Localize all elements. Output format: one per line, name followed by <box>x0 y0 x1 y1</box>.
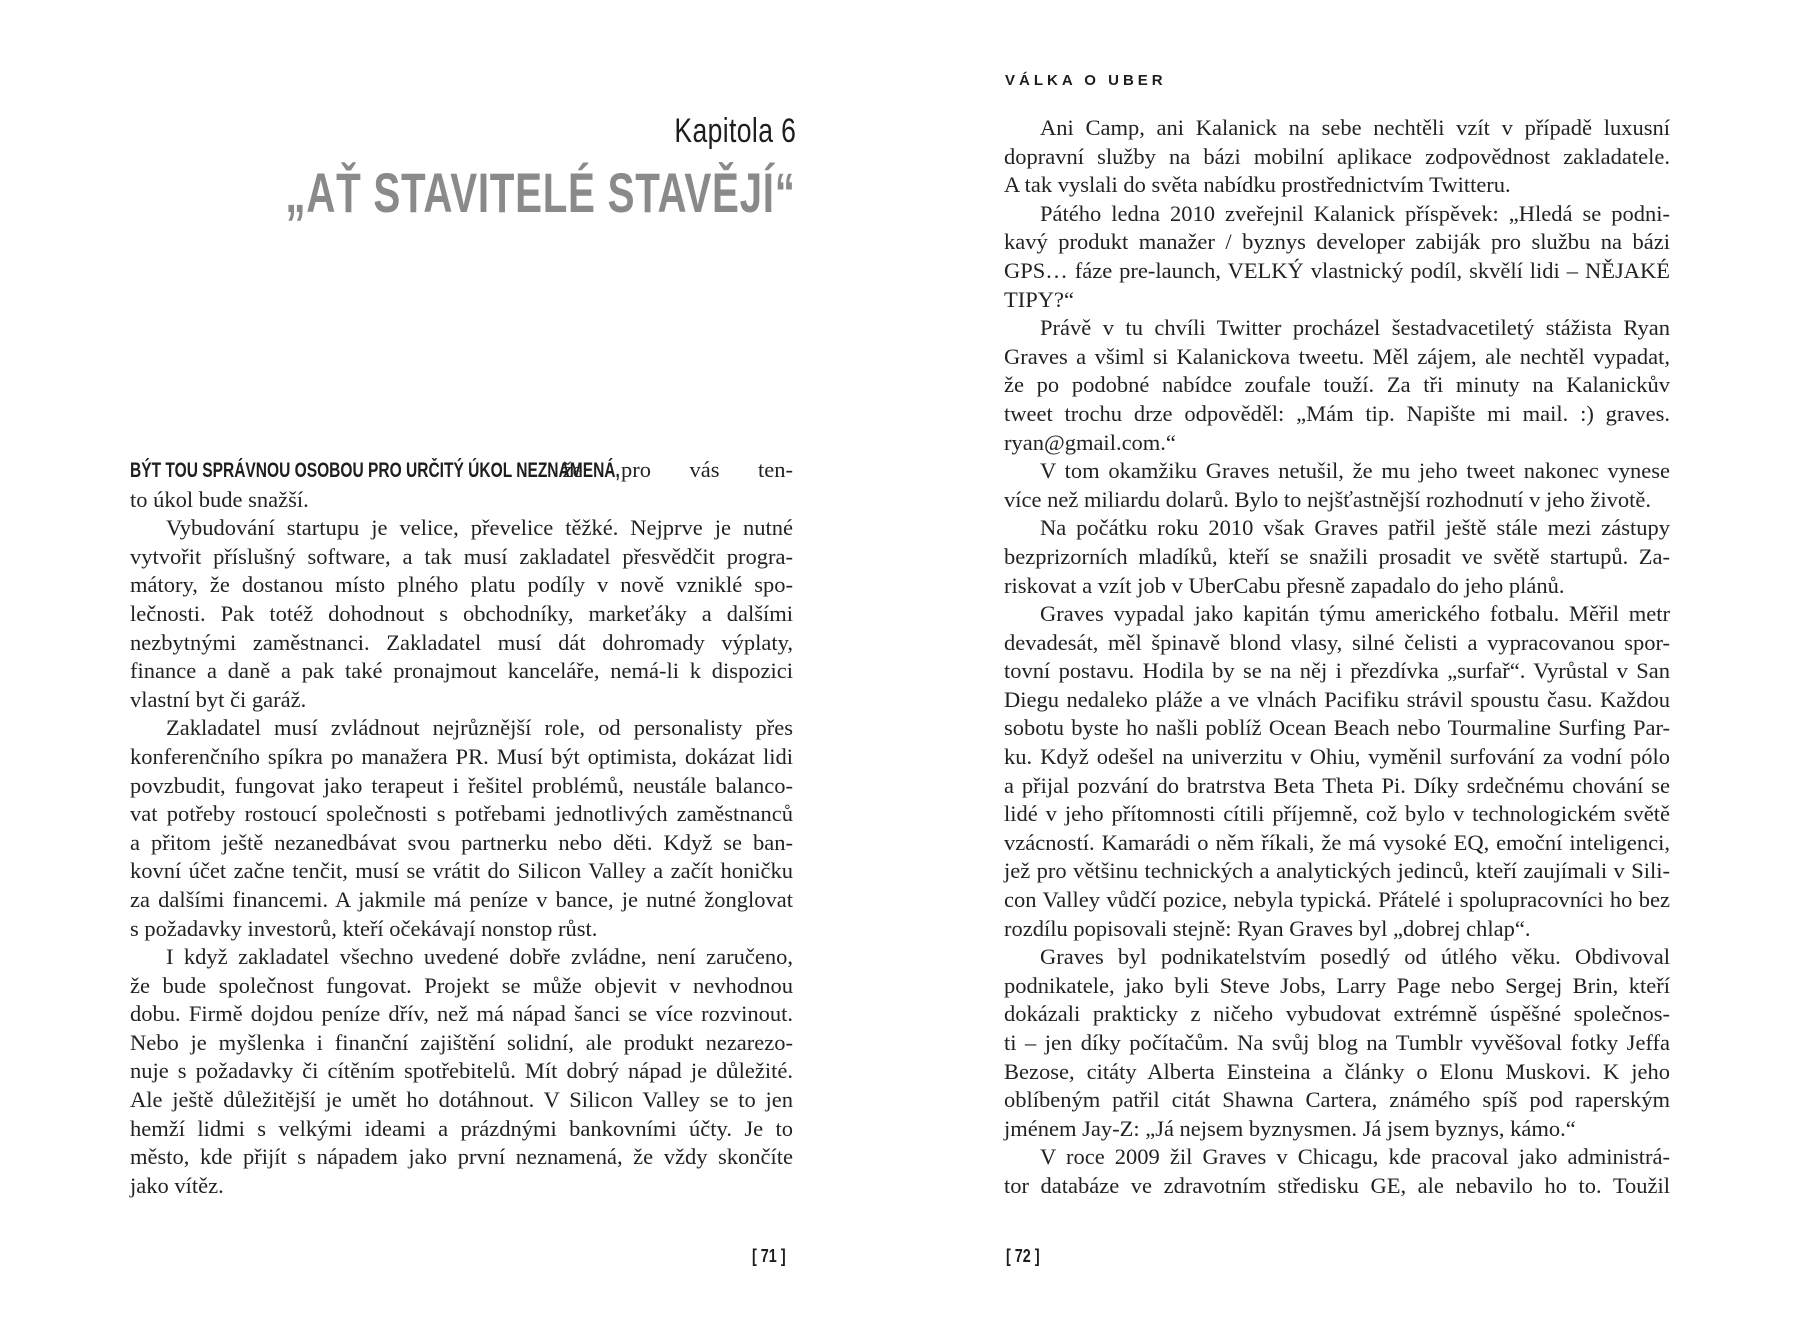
text-line: vlastní byt či garáž. <box>130 686 307 712</box>
text-line: finance a daně a pak také pronajmout kanceláře, nemá-li k dispozici <box>130 658 793 684</box>
text-line: mátory, že dostanou místo plného platu podíly v nově vzniklé spo- <box>130 572 793 598</box>
text-line: Ale ještě důležitější je umět ho dotáhnout. V Silicon Valley se to jen <box>130 1087 793 1113</box>
text-line-first <box>130 456 793 486</box>
lead-in-wrap <box>130 456 620 486</box>
text-line: hemží lidmi s velkými ideami a prázdnými bankovními účty. Je to <box>130 1115 793 1141</box>
text-line: A tak vyslali do světa nabídku prostřednictvím Twitteru. <box>1004 172 1511 198</box>
text-line: tor databáze ve zdravotním středisku GE, ale nebavilo ho to. Toužil <box>1004 1172 1670 1198</box>
running-head: VÁLKA O UBER <box>1005 72 1167 89</box>
text-line: oblíbeným patřil citát Shawna Cartera, známého spíš pod raperským <box>1004 1087 1670 1113</box>
text-line: Ani Camp, ani Kalanick na sebe nechtěli vzít v případě luxusní <box>1040 115 1670 140</box>
text-line: Zakladatel musí zvládnout nejrůznější role, od personalisty přes <box>166 715 793 741</box>
text-line: Graves byl podnikatelstvím posedlý od útlého věku. Obdivoval <box>1040 944 1670 970</box>
text-line: vytvořit příslušný software, a tak musí zakladatel přesvědčit progra- <box>130 543 793 569</box>
text-line-content: že pro vás ten- <box>562 457 793 482</box>
right-body-text <box>1004 114 1670 1201</box>
text-line: riskovat a vzít job v UberCabu přesně zapadalo do jeho plánů. <box>1004 572 1565 598</box>
chapter-label: Kapitola 6 <box>674 112 796 150</box>
text-line: Diegu nedaleko pláže a ve vlnách Pacifiku strávil spoustu času. Každou <box>1004 686 1670 712</box>
text-line: kovní účet začne tenčit, musí se vrátit do Silicon Valley a začít honičku <box>130 858 793 884</box>
text-line: Na počátku roku 2010 však Graves patřil ještě stále mezi zástupy <box>1040 515 1670 541</box>
left-body-text <box>130 456 793 1200</box>
text-line: ti – jen díky počítačům. Na svůj blog na Tumblr vyvěšoval fotky Jeffa <box>1004 1030 1670 1055</box>
text-line: jménem Jay-Z: „Já nejsem byznysmen. Já jsem byznys, kámo.“ <box>1004 1115 1576 1141</box>
left-page <box>0 0 897 1334</box>
text-line: za dalšími financemi. A jakmile má peníze v bance, je nutné žonglovat <box>130 886 793 912</box>
text-line: Graves a všiml si Kalanickova tweetu. Měl zájem, ale nechtěl vypadat, <box>1004 343 1670 369</box>
text-line: Nebo je myšlenka i finanční zajištění solidní, ale produkt nezarezo- <box>130 1029 793 1055</box>
text-line: dokázali prakticky z ničeho vybudovat extrémně úspěšné společnos- <box>1004 1001 1670 1027</box>
text-line: sobotu byste ho našli poblíž Ocean Beach nebo Tourmaline Surfing Par- <box>1004 715 1670 741</box>
text-line: město, kde přijít s nápadem jako první neznamená, že vždy skončíte <box>130 1144 793 1170</box>
right-page <box>897 0 1795 1334</box>
text-line: I když zakladatel všechno uvedené dobře zvládne, není zaručeno, <box>166 944 793 970</box>
text-line: konferenčního spíkra po manažera PR. Musí být optimista, dokázat lidi <box>130 743 793 769</box>
text-line: bezprizorních mladíků, kteří se snažili prosadit ve světě startupů. Za- <box>1004 543 1670 569</box>
text-line: to úkol bude snažší. <box>130 486 309 512</box>
lead-in: BÝT TOU SPRÁVNOU OSOBOU PRO URČITÝ ÚKOL NEZNAMENÁ, <box>130 459 620 482</box>
text-line: TIPY?“ <box>1004 286 1074 312</box>
text-line: V roce 2009 žil Graves v Chicagu, kde pracoval jako administrá- <box>1040 1144 1670 1170</box>
page-number-left: [ 71 ] <box>752 1246 786 1266</box>
text-line: jež pro většinu technických a analytických jedinců, kteří zaujímali v Sili- <box>1004 858 1670 884</box>
text-line: con Valley vůdčí pozice, nebyla typická. Přátelé i spolupracovníci ho bez <box>1004 887 1670 913</box>
chapter-title: „AŤ STAVITELÉ STAVĚJÍ“ <box>285 161 796 224</box>
text-line: povzbudit, fungovat jako terapeut i řešitel problémů, neustále balanco- <box>130 772 793 798</box>
text-line: nezbytnými zaměstnanci. Zakladatel musí dát dohromady výplaty, <box>130 629 793 655</box>
text-line: dobu. Firmě dojdou peníze dřív, než má nápad šanci se více rozvinout. <box>130 1001 793 1027</box>
text-line: lečnosti. Pak totéž dohodnout s obchodníky, markeťáky a dalšími <box>130 600 793 626</box>
text-line: jako vítěz. <box>130 1172 224 1198</box>
text-line: devadesát, měl špinavě blond vlasy, silné čelisti a vypracovanou spor- <box>1004 629 1670 655</box>
text-line: GPS… fáze pre-launch, VELKÝ vlastnický podíl, skvělí lidi – NĚJAKÉ <box>1004 257 1670 283</box>
text-line: že po podobné nabídce zoufale touží. Za tři minuty na Kalanickův <box>1004 372 1670 398</box>
text-line: Vybudování startupu je velice, převelice těžké. Nejprve je nutné <box>166 515 793 541</box>
text-line: lidé v jeho přítomnosti cítili příjemně, což bylo v technologickém světě <box>1004 801 1670 827</box>
text-line: rozdílu popisovali stejně: Ryan Graves byl „dobrej chlap“. <box>1004 915 1531 941</box>
text-line: dopravní služby na bázi mobilní aplikace zodpovědnost zakladatele. <box>1004 143 1670 169</box>
text-line: tweet trochu drze odpověděl: „Mám tip. Napište mi mail. :) graves. <box>1004 400 1670 426</box>
text-line: a přijal pozvání do bratrstva Beta Theta Pi. Díky srdečnému chování se <box>1004 772 1670 798</box>
text-line: Bezose, citáty Alberta Einsteina a články o Elonu Muskovi. K jeho <box>1004 1058 1670 1084</box>
text-line: podnikatele, jako byli Steve Jobs, Larry Page nebo Sergej Brin, kteří <box>1004 972 1670 998</box>
text-line: Právě v tu chvíli Twitter procházel šestadvacetiletý stážista Ryan <box>1040 315 1670 341</box>
text-line: ku. Když odešel na univerzitu v Ohiu, vyměnil surfování za vodní pólo <box>1004 744 1670 770</box>
text-line: Pátého ledna 2010 zveřejnil Kalanick příspěvek: „Hledá se podni- <box>1040 200 1670 226</box>
text-line: a přitom ještě nezanedbávat svou partnerku nebo děti. Když se ban- <box>130 829 793 855</box>
text-line: vzácností. Kamarádi o něm říkali, že má vysoké EQ, emoční inteligenci, <box>1004 829 1670 855</box>
text-line: s požadavky investorů, kteří očekávají nonstop růst. <box>130 915 598 941</box>
text-line: kavý produkt manažer / byznys developer zabiják pro službu na bázi <box>1004 229 1670 255</box>
text-line: V tom okamžiku Graves netušil, že mu jeho tweet nakonec vynese <box>1040 458 1670 484</box>
text-line: více než miliardu dolarů. Bylo to nejšťastnější rozhodnutí v jeho životě. <box>1004 486 1651 512</box>
text-line: tovní postavu. Hodila by se na něj i přezdívka „surfař“. Vyrůstal v San <box>1004 658 1670 684</box>
text-line: vat potřeby rostoucí společnosti s potřebami jednotlivých zaměstnanců <box>130 801 793 827</box>
text-line: ryan@gmail.com.“ <box>1004 429 1176 455</box>
page-number-right: [ 72 ] <box>1006 1246 1040 1266</box>
text-line: Graves vypadal jako kapitán týmu amerického fotbalu. Měřil metr <box>1040 601 1670 627</box>
text-line: nuje s požadavky či cítěním spotřebitelů. Mít dobrý nápad je důležité. <box>130 1058 793 1084</box>
text-line: že bude společnost fungovat. Projekt se může objevit v nevhodnou <box>130 972 793 998</box>
